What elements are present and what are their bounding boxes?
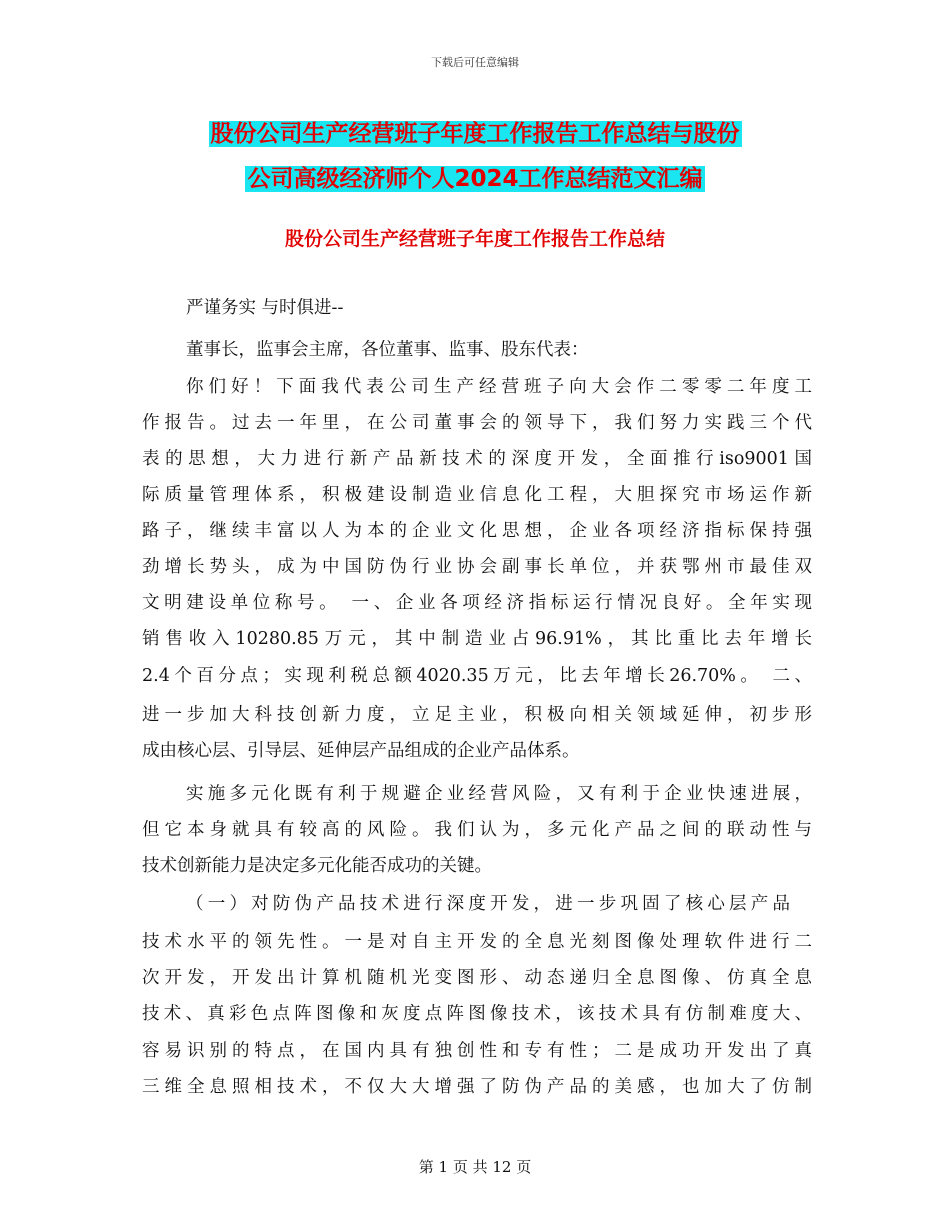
- text-line: 2.4个百分点；实现利税总额4020.35万元，比去年增长26.70%。 二、: [142, 666, 812, 686]
- text-line: 销售收入10280.85万元，其中制造业占96.91%，其比重比去年增长: [142, 629, 812, 649]
- text-line: 你们好！下面我代表公司生产经营班子向大会作二零零二年度工: [186, 377, 812, 397]
- text-line: 严谨务实 与时俱进--: [186, 298, 344, 318]
- text-line: 实施多元化既有利于规避企业经营风险，又有利于企业快速进展，: [186, 784, 812, 804]
- text-line: 但它本身就具有较高的风险。我们认为，多元化产品之间的联动性与: [142, 820, 812, 840]
- text-line: 技术创新能力是决定多元化能否成功的关键。: [142, 856, 492, 876]
- section-title: 股份公司生产经营班子年度工作报告工作总结: [284, 228, 665, 250]
- text-line: 三维全息照相技术，不仅大大增强了防伪产品的美感，也加大了仿制: [142, 1077, 812, 1097]
- text-line: 次开发，开发出计算机随机光变图形、动态递归全息图像、仿真全息: [142, 968, 812, 988]
- page-header: 下载后可任意编辑: [431, 56, 519, 69]
- text-line: 董事长，监事会主席，各位董事、监事、股东代表：: [186, 340, 589, 360]
- text-line: 文明建设单位称号。 一、企业各项经济指标运行情况良好。全年实现: [142, 593, 812, 613]
- page-footer: 第 1 页 共 12 页: [418, 1158, 532, 1176]
- document-title-line-2: 公司高级经济师个人2024工作总结范文汇编: [247, 166, 703, 192]
- text-line: 容易识别的特点，在国内具有独创性和专有性；二是成功开发出了真: [142, 1041, 812, 1061]
- text-line: 际质量管理体系，积极建设制造业信息化工程，大胆探究市场运作新: [142, 485, 812, 505]
- text-line: （一）对防伪产品技术进行深度开发，进一步巩固了核心层产品: [186, 894, 790, 914]
- text-line: 技术、真彩色点阵图像和灰度点阵图像技术，该技术具有仿制难度大、: [142, 1004, 812, 1024]
- text-line: 表的思想，大力进行新产品新技术的深度开发，全面推行iso9001国: [142, 449, 812, 469]
- text-line: 技术水平的领先性。一是对自主开发的全息光刻图像处理软件进行二: [142, 932, 812, 952]
- text-line: 进一步加大科技创新力度，立足主业，积极向相关领域延伸，初步形: [142, 705, 812, 725]
- text-line: 成由核心层、引导层、延伸层产品组成的企业产品体系。: [142, 741, 580, 761]
- text-line: 路子，继续丰富以人为本的企业文化思想，企业各项经济指标保持强: [142, 521, 812, 541]
- document-title-line-1: 股份公司生产经营班子年度工作报告工作总结与股份: [210, 121, 740, 147]
- text-line: 劲增长势头，成为中国防伪行业协会副事长单位，并获鄂州市最佳双: [142, 557, 812, 577]
- text-line: 作报告。过去一年里，在公司董事会的领导下，我们努力实践三个代: [142, 413, 812, 433]
